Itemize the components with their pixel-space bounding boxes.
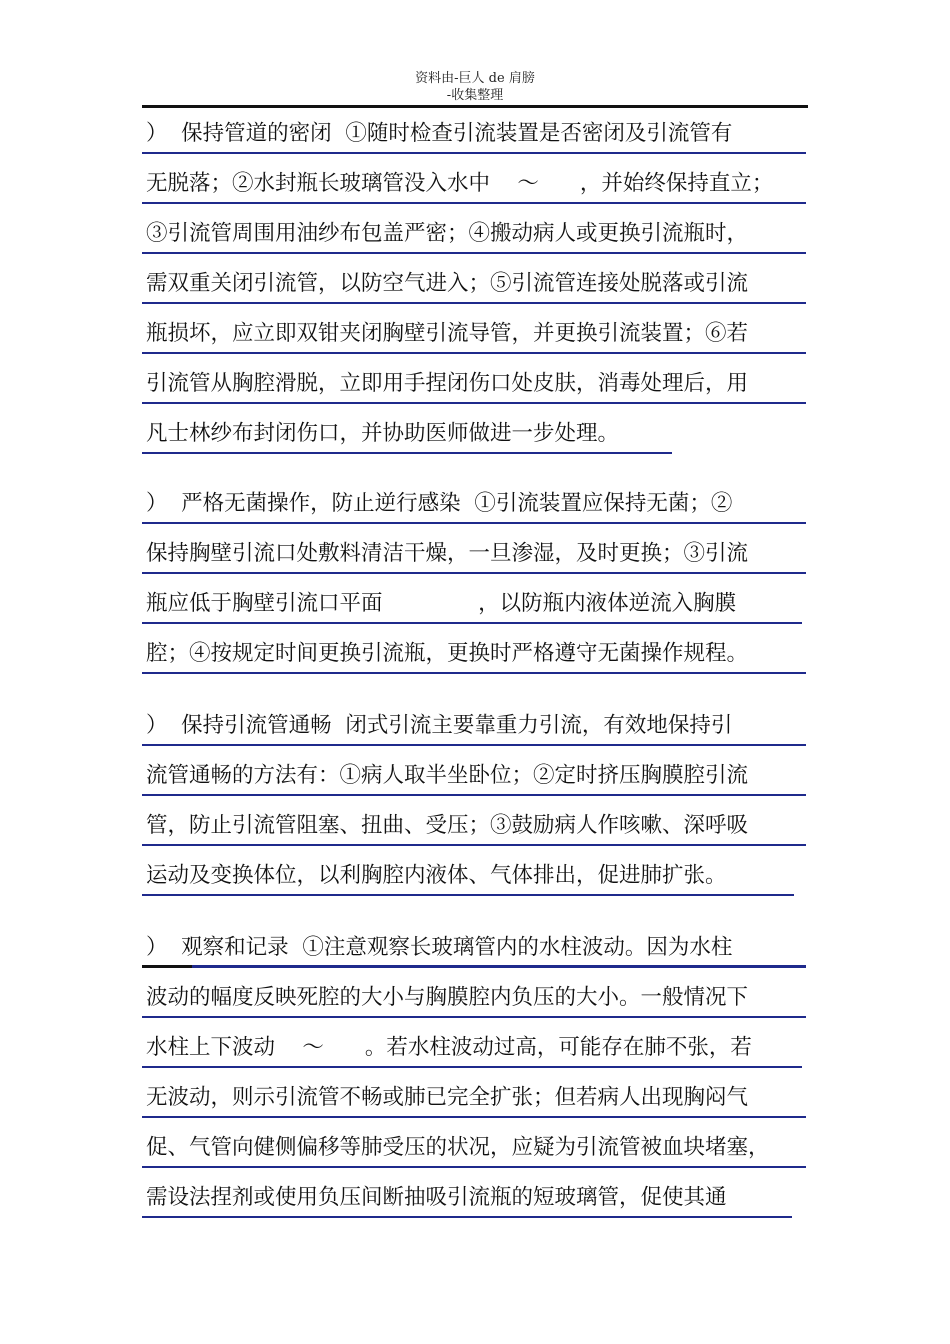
underline xyxy=(142,894,794,896)
paragraph-1-line-6: 引流管从胸腔滑脱，立即用手捏闭伤口处皮肤，消毒处理后，用 xyxy=(146,371,749,396)
paragraph-2-line-1: ） 严格无菌操作，防止逆行感染 ①引流装置应保持无菌；② xyxy=(146,491,733,516)
paragraph-3-line-4: 运动及变换体位，以利胸腔内液体、气体排出，促进肺扩张。 xyxy=(146,863,727,888)
paragraph-2-line-2: 保持胸壁引流口处敷料清洁干燥，一旦渗湿，及时更换；③引流 xyxy=(146,541,749,566)
underline xyxy=(142,202,806,204)
page-header xyxy=(0,70,950,104)
underline xyxy=(192,965,806,968)
underline xyxy=(142,672,806,674)
header-divider xyxy=(142,105,808,108)
underline-lead xyxy=(142,965,192,968)
underline xyxy=(142,352,806,354)
underline xyxy=(142,844,806,846)
underline xyxy=(142,622,802,624)
underline xyxy=(142,252,806,254)
paragraph-1-line-1: ） 保持管道的密闭 ①随时检查引流装置是否密闭及引流管有 xyxy=(146,121,733,146)
underline xyxy=(142,1016,806,1018)
paragraph-2-line-4: 腔；④按规定时间更换引流瓶，更换时严格遵守无菌操作规程。 xyxy=(146,641,749,666)
paragraph-1-line-2: 无脱落；②水封瓶长玻璃管没入水中 ～ ，并始终保持直立； xyxy=(146,171,774,196)
underline xyxy=(142,402,806,404)
underline xyxy=(142,744,806,746)
paragraph-3-line-1: ） 保持引流管通畅 闭式引流主要靠重力引流，有效地保持引 xyxy=(146,713,733,738)
paragraph-1-line-7: 凡士林纱布封闭伤口，并协助医师做进一步处理。 xyxy=(146,421,620,446)
underline xyxy=(142,794,806,796)
underline xyxy=(142,572,806,574)
header-line-2: -收集整理 xyxy=(446,88,504,103)
paragraph-1-line-5: 瓶损坏，应立即双钳夹闭胸壁引流导管，并更换引流装置；⑥若 xyxy=(146,321,749,346)
underline xyxy=(142,152,806,154)
underline xyxy=(142,1116,806,1118)
underline xyxy=(142,302,806,304)
paragraph-1-line-3: ③引流管周围用油纱布包盖严密；④搬动病人或更换引流瓶时， xyxy=(146,221,749,246)
paragraph-4-line-6: 需设法捏剂或使用负压间断抽吸引流瓶的短玻璃管，促使其通 xyxy=(146,1185,727,1210)
header-line-1: 资料由-巨人 de 肩膀 xyxy=(415,71,535,86)
paragraph-4-line-1: ） 观察和记录 ①注意观察长玻璃管内的水柱波动。因为水柱 xyxy=(146,935,733,960)
paragraph-4-line-4: 无波动，则示引流管不畅或肺已完全扩张；但若病人出现胸闷气 xyxy=(146,1085,749,1110)
underline xyxy=(142,1166,806,1168)
underline xyxy=(142,1066,802,1068)
paragraph-3-line-3: 管，防止引流管阻塞、扭曲、受压；③鼓励病人作咳嗽、深呼吸 xyxy=(146,813,749,838)
paragraph-3-line-2: 流管通畅的方法有：①病人取半坐卧位；②定时挤压胸膜腔引流 xyxy=(146,763,749,788)
paragraph-1-line-4: 需双重关闭引流管，以防空气进入；⑤引流管连接处脱落或引流 xyxy=(146,271,749,296)
paragraph-2-line-3: 瓶应低于胸壁引流口平面 ，以防瓶内液体逆流入胸膜 xyxy=(146,591,737,616)
underline xyxy=(142,522,806,524)
underline xyxy=(142,1216,792,1218)
paragraph-4-line-2: 波动的幅度反映死腔的大小与胸膜腔内负压的大小。一般情况下 xyxy=(146,985,749,1010)
paragraph-4-line-3: 水柱上下波动 ～ 。若水柱波动过高，可能存在肺不张，若 xyxy=(146,1035,752,1060)
underline xyxy=(142,452,672,454)
paragraph-4-line-5: 促、气管向健侧偏移等肺受压的状况，应疑为引流管被血块堵塞， xyxy=(146,1135,770,1160)
